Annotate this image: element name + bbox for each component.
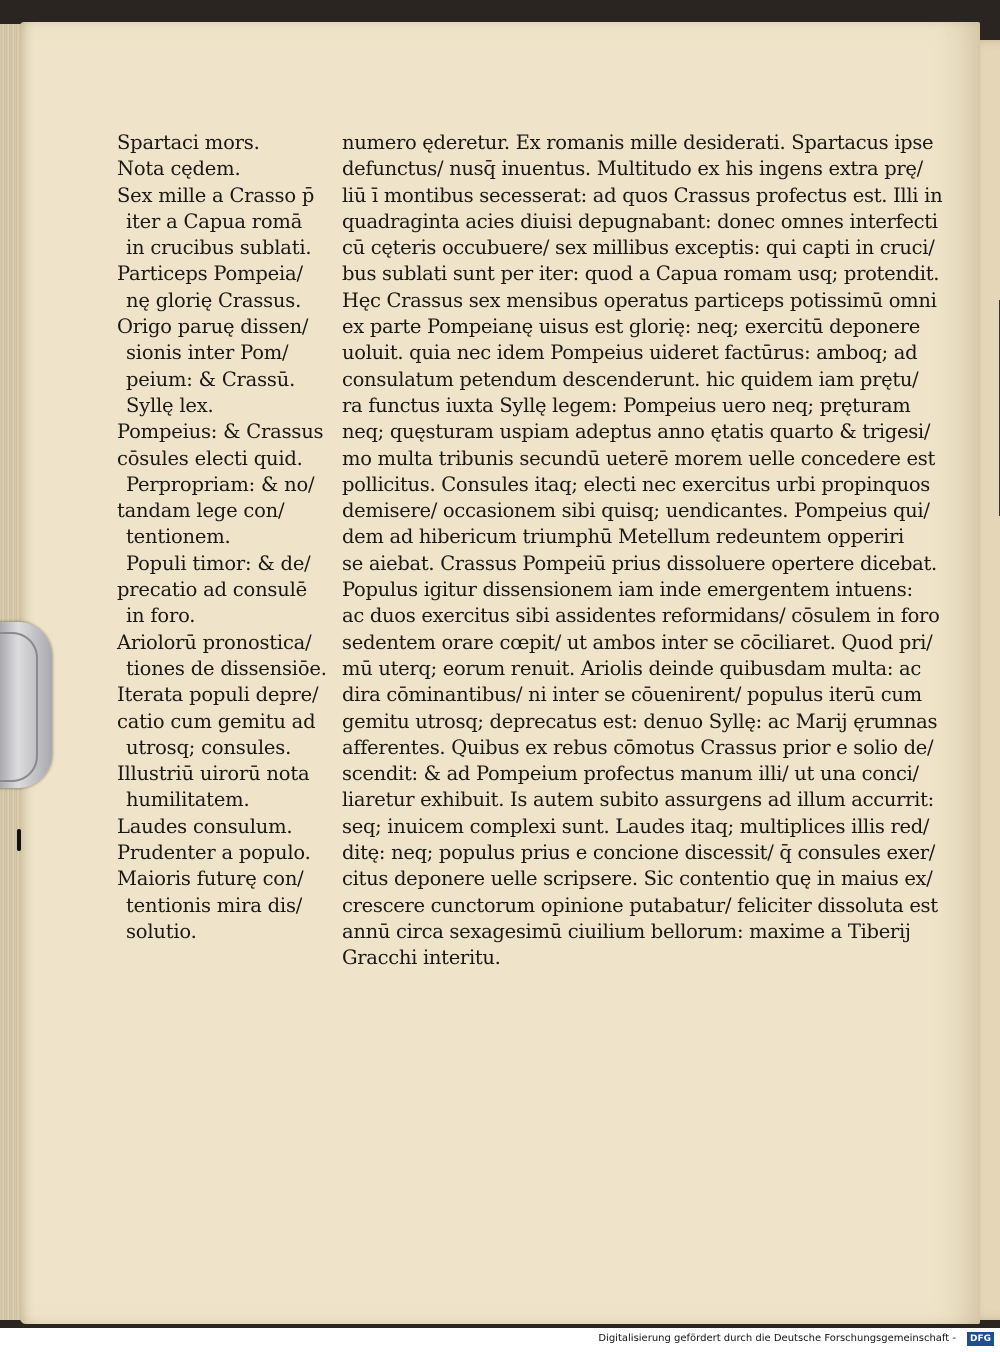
marginal-note-line: Prudenter a populo.: [117, 841, 311, 865]
text-line: sedentem orare cœpit/ ut ambos inter se cōciliaret. Quod pri/: [342, 630, 933, 654]
marginal-note-line: Pompeius: & Crassus: [117, 420, 324, 444]
dfg-logo: DFG: [967, 1332, 994, 1346]
page-pin: [17, 829, 21, 851]
marginal-note-line: Nota cędem.: [117, 157, 241, 181]
text-line: numero ęderetur. Ex romanis mille desiderati. Spartacus ipse: [342, 131, 934, 154]
marginal-note-line: nę glorię Crassus.: [126, 288, 302, 312]
marginal-note-line: Ariolorū pronostica/: [117, 630, 312, 654]
text-line: cū cęteris occubuere/ sex millibus exceptis: qui capti in cruci/: [342, 236, 935, 260]
text-line: neq; quęsturam uspiam adeptus anno ętatis quarto & trigesi/: [342, 420, 931, 444]
marginal-note-line: Iterata populi depre/: [117, 683, 319, 707]
text-line: ex parte Pompeianę uisus est glorię: neq; exercitū deponere: [342, 315, 920, 339]
marginal-note-line: tentionis mira dis/: [126, 893, 303, 917]
marginal-note-line: sionis inter Pom/: [126, 341, 289, 365]
text-line: liaretur exhibuit. Is autem subito assurgens ad illum accurrit:: [342, 788, 934, 812]
text-line: consulatum petendum descenderunt. hic quidem iam prętu/: [342, 367, 919, 391]
funding-credit: Digitalisierung gefördert durch die Deutsche Forschungsgemeinschaft -: [598, 1333, 956, 1344]
text-line: ditę: neq; populus prius e concione discessit/ q̄ consules exer/: [342, 841, 935, 865]
text-line: scendit: & ad Pompeium profectus manum illi/ ut una conci/: [342, 762, 919, 786]
marginal-note-line: tandam lege con/: [117, 499, 285, 523]
marginal-note-line: Laudes consulum.: [117, 814, 293, 838]
marginal-note-line: Origo paruę dissen/: [117, 315, 309, 339]
text-line: mū uterq; eorum renuit. Ariolis deinde quibusdam multa: ac: [342, 656, 921, 680]
text-line: Gracchi interitu.: [342, 946, 501, 970]
text-line: crescere cunctorum opinione putabatur/ feliciter dissoluta est: [342, 893, 938, 917]
text-line: Hęc Crassus sex mensibus operatus particeps potissimū omni: [342, 288, 937, 312]
marginal-note-line: solutio.: [126, 919, 197, 943]
text-line: mo multa tribunis secundū ueterē morem uelle concedere est: [342, 446, 936, 470]
marginal-note-line: Particeps Pompeia/: [117, 262, 303, 286]
text-line: se aiebat. Crassus Pompeiū prius dissoluere opertere dicebat.: [342, 551, 937, 575]
page-clip: [0, 622, 52, 788]
text-line: pollicitus. Consules itaq; electi nec exercitus urbi propinquos: [342, 472, 931, 496]
text-line: gemitu utrosq; deprecatus est: denuo Syllę: ac Marij ęrumnas: [342, 709, 938, 733]
marginal-note-line: Illustriū uirorū nota: [117, 762, 310, 786]
text-line: liū ī montibus secesserat: ad quos Crassus profectus est. Illi in: [342, 183, 943, 207]
marginal-note-line: humilitatem.: [126, 788, 250, 812]
marginal-note-line: iter a Capua romā: [126, 209, 303, 233]
marginal-note-line: catio cum gemitu ad: [117, 709, 316, 733]
text-line: dira cōminantibus/ ni inter se cōuenirent/ populus iterū cum: [342, 683, 922, 707]
marginal-note-line: tentionem.: [126, 525, 231, 549]
text-line: ra functus iuxta Syllę legem: Pompeius uero neq; pręturam: [342, 393, 911, 417]
marginal-note-line: Spartaci mors.: [117, 131, 260, 154]
digitization-footer: [0, 1328, 1000, 1352]
marginal-note-line: utrosq; consules.: [126, 735, 292, 759]
text-line: bus sublati sunt per iter: quod a Capua romam usq; protendit.: [342, 262, 940, 286]
text-line: citus deponere uelle scripsere. Sic contentio quę in maius ex/: [342, 867, 933, 891]
text-line: annū circa sexagesimū ciuilium bellorum: maxime a Tiberij: [342, 919, 911, 943]
text-line: quadraginta acies diuisi depugnabant: donec omnes interfecti: [342, 209, 938, 233]
text-line: uoluit. quia nec idem Pompeius uideret factūrus: amboq; ad: [342, 341, 918, 365]
marginal-note-line: cōsules electi quid.: [117, 446, 303, 470]
marginal-note-line: Maioris futurę con/: [117, 867, 304, 891]
text-line: Populus igitur dissensionem iam inde emergentem intuens:: [342, 578, 913, 602]
marginal-note-line: Sex mille a Crasso p̄: [117, 183, 315, 207]
text-line: ac duos exercitus sibi assidentes reformidans/ cōsulem in foro: [342, 604, 940, 628]
marginal-notes: [117, 130, 327, 945]
marginal-note-line: Perpropriam: & no/: [126, 472, 315, 496]
marginal-note-line: precatio ad consulē: [117, 578, 307, 602]
text-line: seq; inuicem complexi sunt. Laudes itaq; multiplices illis red/: [342, 814, 930, 838]
marginal-note-line: tiones de dissensiōe.: [126, 656, 327, 680]
marginal-note-line: Populi timor: & de/: [126, 551, 311, 575]
main-text-block: [342, 130, 943, 972]
text-line: afferentes. Quibus ex rebus cōmotus Crassus prior e solio de/: [342, 735, 934, 759]
marginal-note-line: peium: & Crassū.: [126, 367, 296, 391]
marginal-note-line: in crucibus sublati.: [126, 236, 312, 260]
text-line: defunctus/ nusq̄ inuentus. Multitudo ex his ingens extra prę/: [342, 157, 923, 181]
text-line: demisere/ occasionem sibi quisq; uendicantes. Pompeius qui/: [342, 499, 930, 523]
text-line: dem ad hibericum triumphū Metellum redeuntem opperiri: [342, 525, 904, 549]
marginal-note-line: in foro.: [126, 604, 196, 628]
marginal-note-line: Syllę lex.: [126, 393, 214, 417]
